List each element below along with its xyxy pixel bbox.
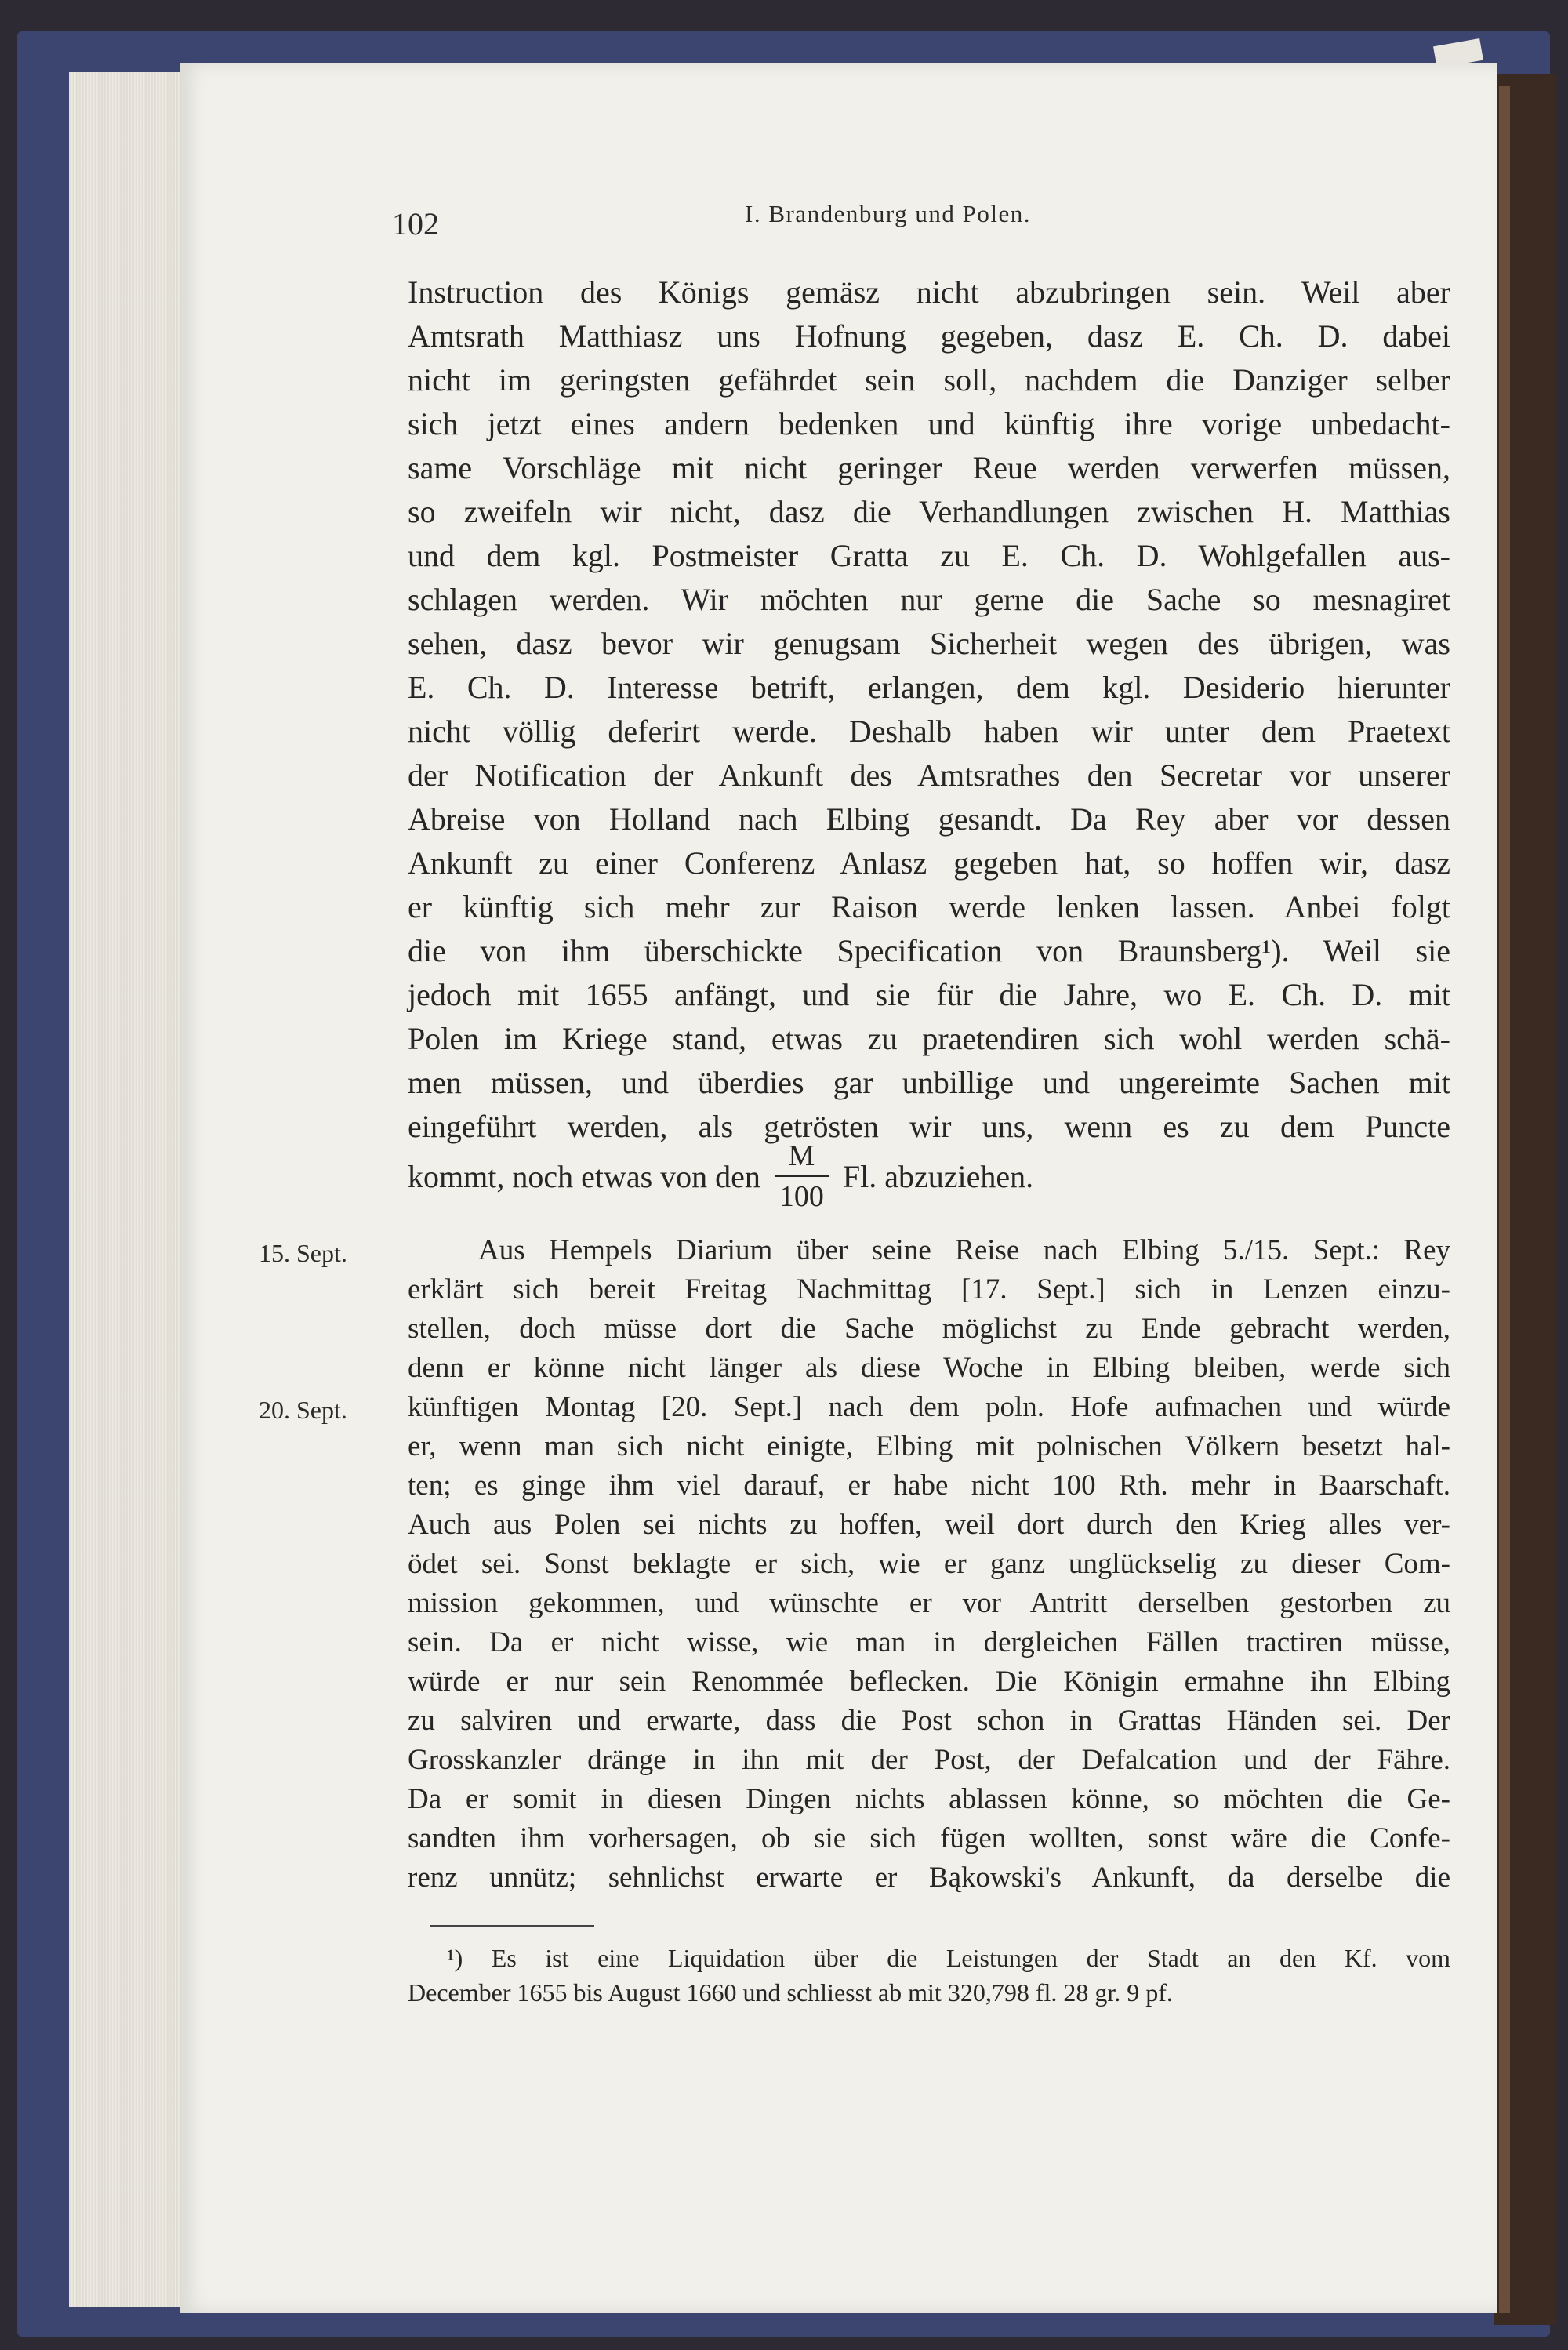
body-line: Polen im Kriege stand, etwas zu praetendiren sich wohl werden schä- bbox=[408, 1021, 1450, 1056]
body-line: E. Ch. D. Interesse betrift, erlangen, dem kgl. Desiderio hierunter bbox=[408, 670, 1450, 705]
body-line: und dem kgl. Postmeister Gratta zu E. Ch. D. Wohlgefallen aus- bbox=[408, 538, 1450, 573]
note-line: er, wenn man sich nicht einigte, Elbing mit polnischen Völkern besetzt hal- bbox=[408, 1430, 1450, 1462]
body-line: sich jetzt eines andern bedenken und künftig ihre vorige unbedacht- bbox=[408, 406, 1450, 441]
page-number: 102 bbox=[392, 206, 439, 242]
body-line: der Notification der Ankunft des Amtsrathes den Secretar vor unserer bbox=[408, 757, 1450, 793]
body-line: same Vorschläge mit nicht geringer Reue werden verwerfen müssen, bbox=[408, 450, 1450, 485]
body-line: er künftig sich mehr zur Raison werde lenken lassen. Anbei folgt bbox=[408, 889, 1450, 924]
note-line: Da er somit in diesen Dingen nichts ablassen könne, so möchten die Ge- bbox=[408, 1783, 1450, 1815]
running-head: I. Brandenburg und Polen. bbox=[745, 200, 1031, 227]
body-line: men müssen, und überdies gar unbillige und ungereimte Sachen mit bbox=[408, 1065, 1450, 1100]
fraction-denominator: 100 bbox=[775, 1175, 829, 1211]
note-line: Auch aus Polen sei nichts zu hoffen, weil dort durch den Krieg alles ver- bbox=[408, 1509, 1450, 1541]
note-line: renz unnütz; sehnlichst erwarte er Bąkowski's Ankunft, da derselbe die bbox=[408, 1861, 1450, 1894]
note-line: Grosskanzler dränge in ihn mit der Post, der Defalcation und der Fähre. bbox=[408, 1744, 1450, 1776]
fraction bbox=[775, 1141, 829, 1211]
note-line: ödet sei. Sonst beklagte er sich, wie er ganz unglückselig zu dieser Com- bbox=[408, 1548, 1450, 1580]
note-line: künftigen Montag [20. Sept.] nach dem poln. Hofe aufmachen und würde bbox=[408, 1391, 1450, 1423]
note-line: Aus Hempels Diarium über seine Reise nach Elbing 5./15. Sept.: Rey bbox=[478, 1234, 1450, 1266]
body-line: schlagen werden. Wir möchten nur gerne die Sache so mesnagiret bbox=[408, 582, 1450, 617]
body-line: sehen, dasz bevor wir genugsam Sicherheit wegen des übrigen, was bbox=[408, 626, 1450, 661]
fraction-after: Fl. abzuziehen. bbox=[842, 1158, 1034, 1194]
footnote-line: ¹) Es ist eine Liquidation über die Leistungen der Stadt an den Kf. vom bbox=[447, 1944, 1450, 1972]
footnote-rule bbox=[430, 1925, 594, 1927]
note-line: sein. Da er nicht wisse, wie man in dergleichen Fällen tractiren müsse, bbox=[408, 1626, 1450, 1658]
footnote-line: December 1655 bis August 1660 und schliesst ab mit 320,798 fl. 28 gr. 9 pf. bbox=[408, 1978, 1173, 2007]
note-line: ten; es ginge ihm viel darauf, er habe nicht 100 Rth. mehr in Baarschaft. bbox=[408, 1469, 1450, 1502]
body-line: jedoch mit 1655 anfängt, und sie für die Jahre, wo E. Ch. D. mit bbox=[408, 977, 1450, 1012]
body-line: Instruction des Königs gemäsz nicht abzubringen sein. Weil aber bbox=[408, 274, 1450, 310]
body-line: nicht im geringsten gefährdet sein soll, nachdem die Danziger selber bbox=[408, 362, 1450, 398]
note-line: zu salviren und erwarte, dass die Post schon in Grattas Händen sei. Der bbox=[408, 1705, 1450, 1737]
body-line: die von ihm überschickte Specification von Braunsberg¹). Weil sie bbox=[408, 933, 1450, 968]
margin-date: 15. Sept. bbox=[259, 1239, 347, 1267]
fraction-numerator: M bbox=[788, 1139, 815, 1172]
note-line: erklärt sich bereit Freitag Nachmittag [17. Sept.] sich in Lenzen einzu- bbox=[408, 1273, 1450, 1306]
margin-date: 20. Sept. bbox=[259, 1396, 347, 1424]
body-line: Abreise von Holland nach Elbing gesandt. Da Rey aber vor dessen bbox=[408, 801, 1450, 837]
binding-strip bbox=[1499, 86, 1510, 2313]
note-line: mission gekommen, und wünschte er vor Antritt derselben gestorben zu bbox=[408, 1587, 1450, 1619]
note-line: sandten ihm vorhersagen, ob sie sich fügen wollten, sonst wäre die Confe- bbox=[408, 1822, 1450, 1854]
body-line: nicht völlig deferirt werde. Deshalb haben wir unter dem Praetext bbox=[408, 714, 1450, 749]
page-edges bbox=[69, 72, 187, 2307]
note-line: denn er könne nicht länger als diese Woche in Elbing bleiben, werde sich bbox=[408, 1352, 1450, 1384]
body-line: Amtsrath Matthiasz uns Hofnung gegeben, dasz E. Ch. D. dabei bbox=[408, 318, 1450, 354]
body-line: eingeführt werden, als getrösten wir uns, wenn es zu dem Puncte bbox=[408, 1109, 1450, 1144]
note-line: stellen, doch müsse dort die Sache möglichst zu Ende gebracht werden, bbox=[408, 1313, 1450, 1345]
fraction-line bbox=[408, 1141, 1033, 1211]
body-line: so zweifeln wir nicht, dasz die Verhandlungen zwischen H. Matthias bbox=[408, 494, 1450, 529]
note-line: würde er nur sein Renommée beflecken. Die Königin ermahne ihn Elbing bbox=[408, 1665, 1450, 1698]
fraction-before: kommt, noch etwas von den bbox=[408, 1158, 760, 1194]
body-line: Ankunft zu einer Conferenz Anlasz gegeben hat, so hoffen wir, dasz bbox=[408, 845, 1450, 881]
